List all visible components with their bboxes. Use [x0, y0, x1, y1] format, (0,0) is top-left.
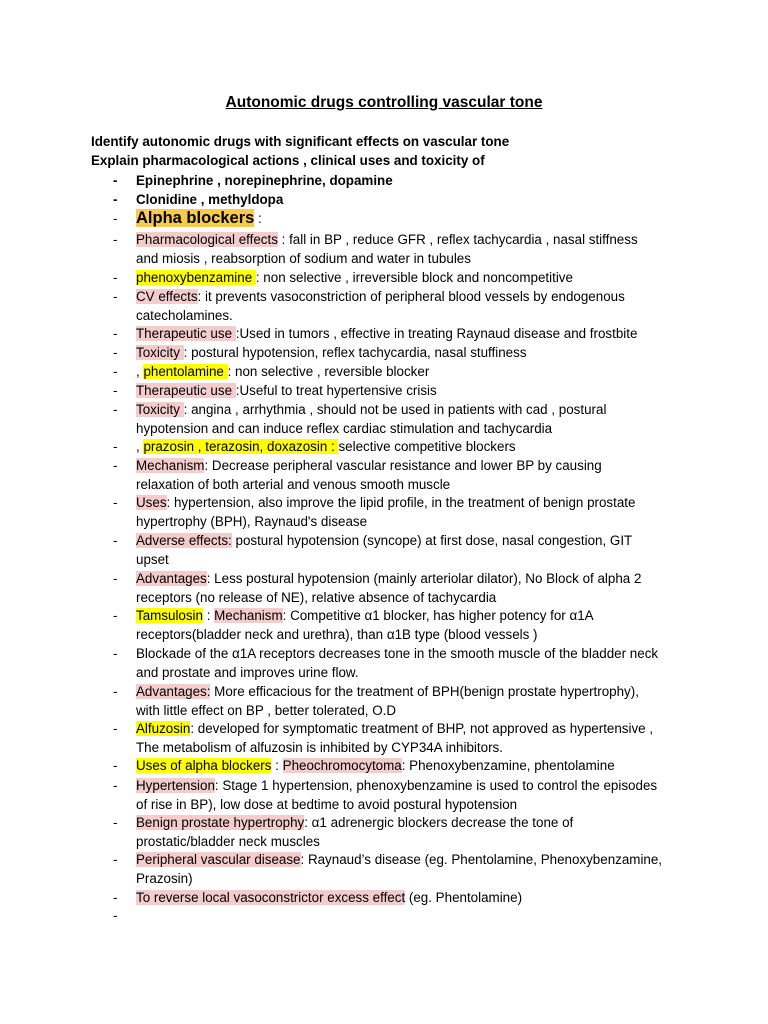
highlighted-term: Peripheral vascular disease	[136, 852, 301, 867]
list-item-text	[136, 757, 684, 776]
continuation-line: hypotension and can induce reflex cardiac stimulation and tachycardia	[136, 420, 553, 436]
list-item-text	[136, 720, 684, 757]
highlighted-term: Therapeutic use	[136, 383, 236, 398]
bullet-dash: -	[113, 211, 118, 226]
bullet-dash: -	[113, 646, 118, 661]
highlighted-term: phenoxybenzamine	[136, 270, 256, 285]
text-segment: : non selective , reversible blocker	[227, 364, 430, 379]
text-segment: : developed for symptomatic treatment of BHP, not approved as hypertensive ,	[190, 721, 654, 736]
bullet-dash: -	[113, 458, 118, 473]
continuation-line: of rise in BP), low dose at bedtime to avoid postural hypotension	[136, 796, 518, 812]
bullet-dash: -	[113, 778, 118, 793]
text-segment: :Useful to treat hypertensive crisis	[235, 383, 437, 398]
list-item-text	[136, 325, 684, 344]
highlighted-term: Therapeutic use	[136, 326, 236, 341]
list-item-text	[136, 645, 684, 682]
objective-1: Identify autonomic drugs with significant effects on vascular tone	[91, 134, 510, 149]
bullet-dash: -	[113, 326, 118, 341]
document-title: Autonomic drugs controlling vascular tone	[225, 94, 543, 111]
text-segment: : non selective , irreversible block and noncompetitive	[255, 270, 573, 285]
text-segment: : fall in BP , reduce GFR , reflex tachycardia , nasal stiffness	[277, 232, 638, 247]
continuation-line: prostatic/bladder neck muscles	[136, 833, 320, 849]
highlighted-term: Advantages	[136, 571, 207, 586]
highlighted-term: Benign prostate hypertrophy	[136, 815, 305, 830]
text-segment: :	[254, 211, 262, 226]
text-segment: : postural hypotension, reflex tachycardia, nasal stuffiness	[183, 345, 527, 360]
list-item-text	[136, 209, 684, 229]
bullet-dash: -	[113, 608, 118, 623]
bullet-dash: -	[113, 173, 118, 188]
objective-2: Explain pharmacological actions , clinical uses and toxicity of	[91, 153, 485, 168]
highlighted-term: Uses	[136, 495, 167, 510]
text-segment: : Competitive α1 blocker, has higher potency for α1A	[282, 608, 594, 623]
continuation-line: catecholamines.	[136, 307, 233, 323]
bullet-dash: -	[113, 571, 118, 586]
continuation-line: and prostate and improves urine flow.	[136, 664, 359, 680]
list-item-text	[136, 438, 684, 457]
text-segment: postural hypotension (syncope) at first dose, nasal congestion, GIT	[231, 533, 633, 548]
bullet-dash: -	[113, 364, 118, 379]
bullet-dash: -	[113, 345, 118, 360]
text-segment: ,	[136, 439, 144, 454]
highlighted-term: Toxicity	[136, 402, 184, 417]
highlighted-term: Pheochromocytoma	[282, 758, 402, 773]
bullet-dash: -	[113, 495, 118, 510]
text-segment: Blockade of the α1A receptors decreases tone in the smooth muscle of the bladder neck	[136, 646, 659, 661]
list-item-text	[136, 494, 684, 531]
text-segment: : Phenoxybenzamine, phentolamine	[401, 758, 615, 773]
text-segment: : α1 adrenergic blockers decrease the tone of	[304, 815, 574, 830]
continuation-line: The metabolism of alfuzosin is inhibited by CYP34A inhibitors.	[136, 739, 503, 755]
list-item-text	[136, 288, 684, 325]
bullet-dash: -	[113, 192, 118, 207]
list-item-text	[136, 889, 684, 908]
text-segment: : hypertension, also improve the lipid profile, in the treatment of benign prostate	[166, 495, 636, 510]
bullet-dash: -	[113, 289, 118, 304]
list-item-text	[136, 401, 684, 438]
highlighted-term: Pharmacological effects	[136, 232, 278, 247]
highlighted-term: Advantages:	[136, 684, 211, 699]
list-item-text	[136, 269, 684, 288]
list-item-text	[136, 363, 684, 382]
highlighted-term: To reverse local vasoconstrictor excess effect	[136, 890, 406, 905]
highlighted-term: Adverse effects:	[136, 533, 232, 548]
list-item-text	[136, 532, 684, 569]
list-item-text	[136, 814, 684, 851]
highlighted-term: Alpha blockers	[136, 209, 255, 227]
continuation-line: and miosis , reabsorption of sodium and water in tubules	[136, 250, 471, 266]
bullet-dash: -	[113, 402, 118, 417]
highlighted-term: prazosin , terazosin, doxazosin :	[143, 439, 339, 454]
continuation-line: Prazosin)	[136, 870, 193, 886]
text-segment: Epinephrine , norepinephrine, dopamine	[136, 173, 393, 188]
text-segment: : Raynaud’s disease (eg. Phentolamine, Phenoxybenzamine,	[300, 852, 663, 867]
bullet-dash: -	[113, 439, 118, 454]
list-item-text	[136, 172, 684, 191]
list-item-text	[136, 607, 684, 644]
text-segment: :Used in tumors , effective in treating Raynaud disease and frostbite	[235, 326, 638, 341]
highlighted-term: Alfuzosin	[136, 721, 191, 736]
bullet-dash: -	[113, 721, 118, 736]
highlighted-term: phentolamine	[143, 364, 228, 379]
list-item-text	[136, 570, 684, 607]
bullet-dash: -	[113, 270, 118, 285]
list-item-text	[136, 851, 684, 888]
highlighted-term: CV effects	[136, 289, 198, 304]
continuation-line: relaxation of both arterial and venous smooth muscle	[136, 476, 451, 492]
continuation-line: receptors(bladder neck and urethra), than α1B type (blood vessels )	[136, 626, 538, 642]
highlighted-term: Mechanism	[136, 458, 205, 473]
continuation-line: hypertrophy (BPH), Raynaud's disease	[136, 513, 368, 529]
text-segment: : Stage 1 hypertension, phenoxybenzamine is used to control the episodes	[214, 778, 658, 793]
highlighted-term: Tamsulosin	[136, 608, 203, 623]
text-segment: : angina , arrhythmia , should not be used in patients with cad , postural	[183, 402, 607, 417]
bullet-dash: -	[113, 383, 118, 398]
highlighted-term: Hypertension	[136, 778, 215, 793]
continuation-line: with little effect on BP , better tolerated, O.D	[136, 702, 397, 718]
text-segment: :	[202, 608, 215, 623]
list-item-text	[136, 382, 684, 401]
list-item-text	[136, 457, 684, 494]
text-segment: : Less postural hypotension (mainly arteriolar dilator), No Block of alpha 2	[206, 571, 642, 586]
text-segment: selective competitive blockers	[338, 439, 516, 454]
list-item-text	[136, 231, 684, 268]
list-item-text	[136, 683, 684, 720]
highlighted-term: Toxicity	[136, 345, 184, 360]
text-segment: :	[271, 758, 283, 773]
text-segment: : it prevents vasoconstriction of peripheral blood vessels by endogenous	[197, 289, 625, 304]
continuation-line: upset	[136, 551, 169, 567]
highlighted-term: Mechanism	[214, 608, 283, 623]
bullet-dash: -	[113, 684, 118, 699]
bullet-dash: -	[113, 232, 118, 247]
text-segment: (eg. Phentolamine)	[405, 890, 523, 905]
list-item-text	[136, 777, 684, 814]
bullet-dash: -	[113, 852, 118, 867]
text-segment: Clonidine , methyldopa	[136, 192, 284, 207]
text-segment: ,	[136, 364, 144, 379]
continuation-line: receptors (no release of NE), relative absence of tachycardia	[136, 589, 497, 605]
bullet-dash: -	[113, 890, 118, 905]
list-item-text	[136, 191, 684, 210]
bullet-dash: -	[113, 815, 118, 830]
bullet-dash: -	[113, 758, 118, 773]
highlighted-term: Uses of alpha blockers	[136, 758, 272, 773]
list-item-text	[136, 344, 684, 363]
bullet-dash: -	[113, 908, 118, 923]
text-segment: More efficacious for the treatment of BPH(benign prostate hypertrophy),	[210, 684, 639, 699]
text-segment: : Decrease peripheral vascular resistance and lower BP by causing	[204, 458, 602, 473]
bullet-dash: -	[113, 533, 118, 548]
